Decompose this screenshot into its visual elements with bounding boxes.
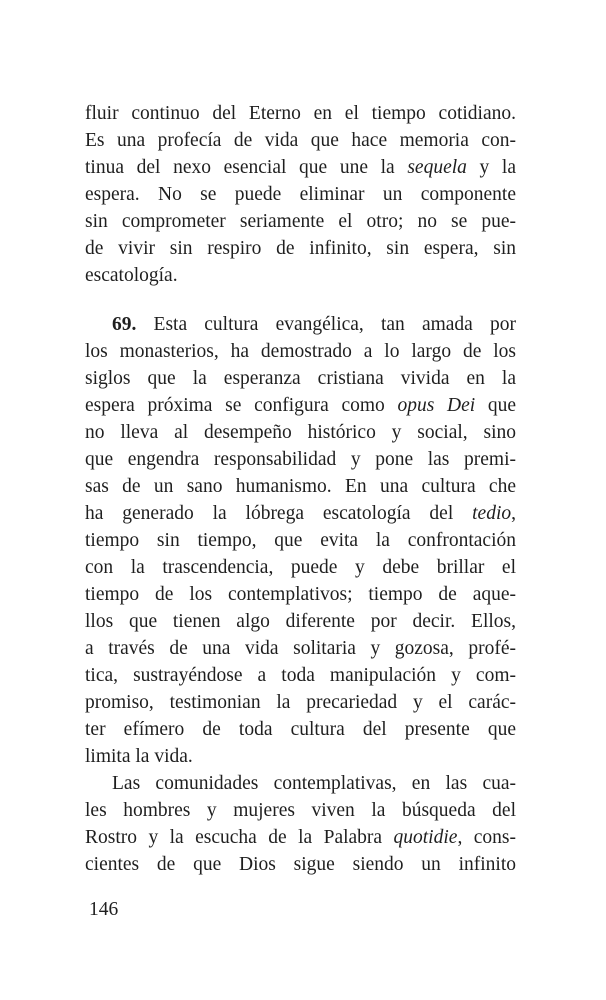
- text-segment: llos que tienen algo diferente por decir. Ellos,: [85, 611, 516, 632]
- body-text: [85, 100, 516, 878]
- bold-text: 69.: [112, 314, 137, 335]
- text-segment: y la: [466, 157, 516, 178]
- text-line: [85, 208, 516, 235]
- text-segment: tica, sustrayéndose a toda manipulación y com-: [85, 665, 516, 686]
- text-line: [85, 446, 516, 473]
- text-line: [85, 635, 516, 662]
- text-line: [85, 554, 516, 581]
- text-line: [85, 581, 516, 608]
- italic-text: tedio: [472, 503, 512, 524]
- text-line: [85, 500, 516, 527]
- text-line: [85, 797, 516, 824]
- text-line: [85, 662, 516, 689]
- text-segment: a través de una vida solitaria y gozosa, profé-: [85, 638, 516, 659]
- text-segment: Esta cultura evangélica, tan amada por: [136, 314, 516, 335]
- text-line: [85, 154, 516, 181]
- text-segment: escatología.: [85, 265, 178, 286]
- text-segment: sin comprometer seriamente el otro; no se pue-: [85, 211, 516, 232]
- text-segment: ,: [511, 503, 516, 524]
- text-segment: los monasterios, ha demostrado a lo largo de los: [85, 341, 516, 362]
- text-segment: Es una profecía de vida que hace memoria con-: [85, 130, 516, 151]
- text-line: [85, 608, 516, 635]
- text-line: [85, 365, 516, 392]
- text-segment: les hombres y mujeres viven la búsqueda del: [85, 800, 516, 821]
- text-line: [85, 262, 516, 289]
- text-line: [85, 689, 516, 716]
- text-line: [85, 100, 516, 127]
- text-segment: ha generado la lóbrega escatología del: [85, 503, 473, 524]
- text-line: [85, 419, 516, 446]
- text-segment: de vivir sin respiro de infinito, sin espera, sin: [85, 238, 516, 259]
- paragraph: [85, 100, 516, 289]
- text-segment: promiso, testimonian la precariedad y el carác-: [85, 692, 516, 713]
- text-line: [85, 716, 516, 743]
- text-segment: tinua del nexo esencial que une la: [85, 157, 408, 178]
- text-segment: no lleva al desempeño histórico y social, sino: [85, 422, 516, 443]
- text-segment: Las comunidades contemplativas, en las cua-: [112, 773, 516, 794]
- page-number: 146: [89, 899, 119, 920]
- text-segment: tiempo de los contemplativos; tiempo de aque-: [85, 584, 516, 605]
- text-line: [85, 181, 516, 208]
- text-line: [85, 311, 516, 338]
- text-segment: cientes de que Dios sigue siendo un infinito: [85, 854, 516, 875]
- italic-text: quotidie: [393, 827, 458, 848]
- text-line: [85, 127, 516, 154]
- text-segment: , cons-: [457, 827, 516, 848]
- text-segment: con la trascendencia, puede y debe brillar el: [85, 557, 516, 578]
- text-segment: que: [475, 395, 516, 416]
- paragraph: [85, 770, 516, 878]
- text-segment: ter efímero de toda cultura del presente que: [85, 719, 516, 740]
- text-segment: espera próxima se configura como: [85, 395, 398, 416]
- text-line: [85, 527, 516, 554]
- text-segment: siglos que la esperanza cristiana vivida en la: [85, 368, 516, 389]
- text-line: [85, 235, 516, 262]
- text-segment: sas de un sano humanismo. En una cultura che: [85, 476, 516, 497]
- text-segment: que engendra responsabilidad y pone las premi-: [85, 449, 516, 470]
- text-segment: tiempo sin tiempo, que evita la confrontación: [85, 530, 516, 551]
- paragraph: [85, 311, 516, 770]
- text-line: [85, 770, 516, 797]
- text-segment: limita la vida.: [85, 746, 193, 767]
- text-line: [85, 392, 516, 419]
- text-segment: Rostro y la escucha de la Palabra: [85, 827, 394, 848]
- italic-text: sequela: [407, 157, 467, 178]
- text-line: [85, 851, 516, 878]
- text-line: [85, 824, 516, 851]
- text-segment: espera. No se puede eliminar un componente: [85, 184, 516, 205]
- text-segment: fluir continuo del Eterno en el tiempo cotidiano.: [85, 103, 516, 124]
- text-line: [85, 473, 516, 500]
- text-line: [85, 743, 516, 770]
- text-line: [85, 338, 516, 365]
- italic-text: opus Dei: [397, 395, 476, 416]
